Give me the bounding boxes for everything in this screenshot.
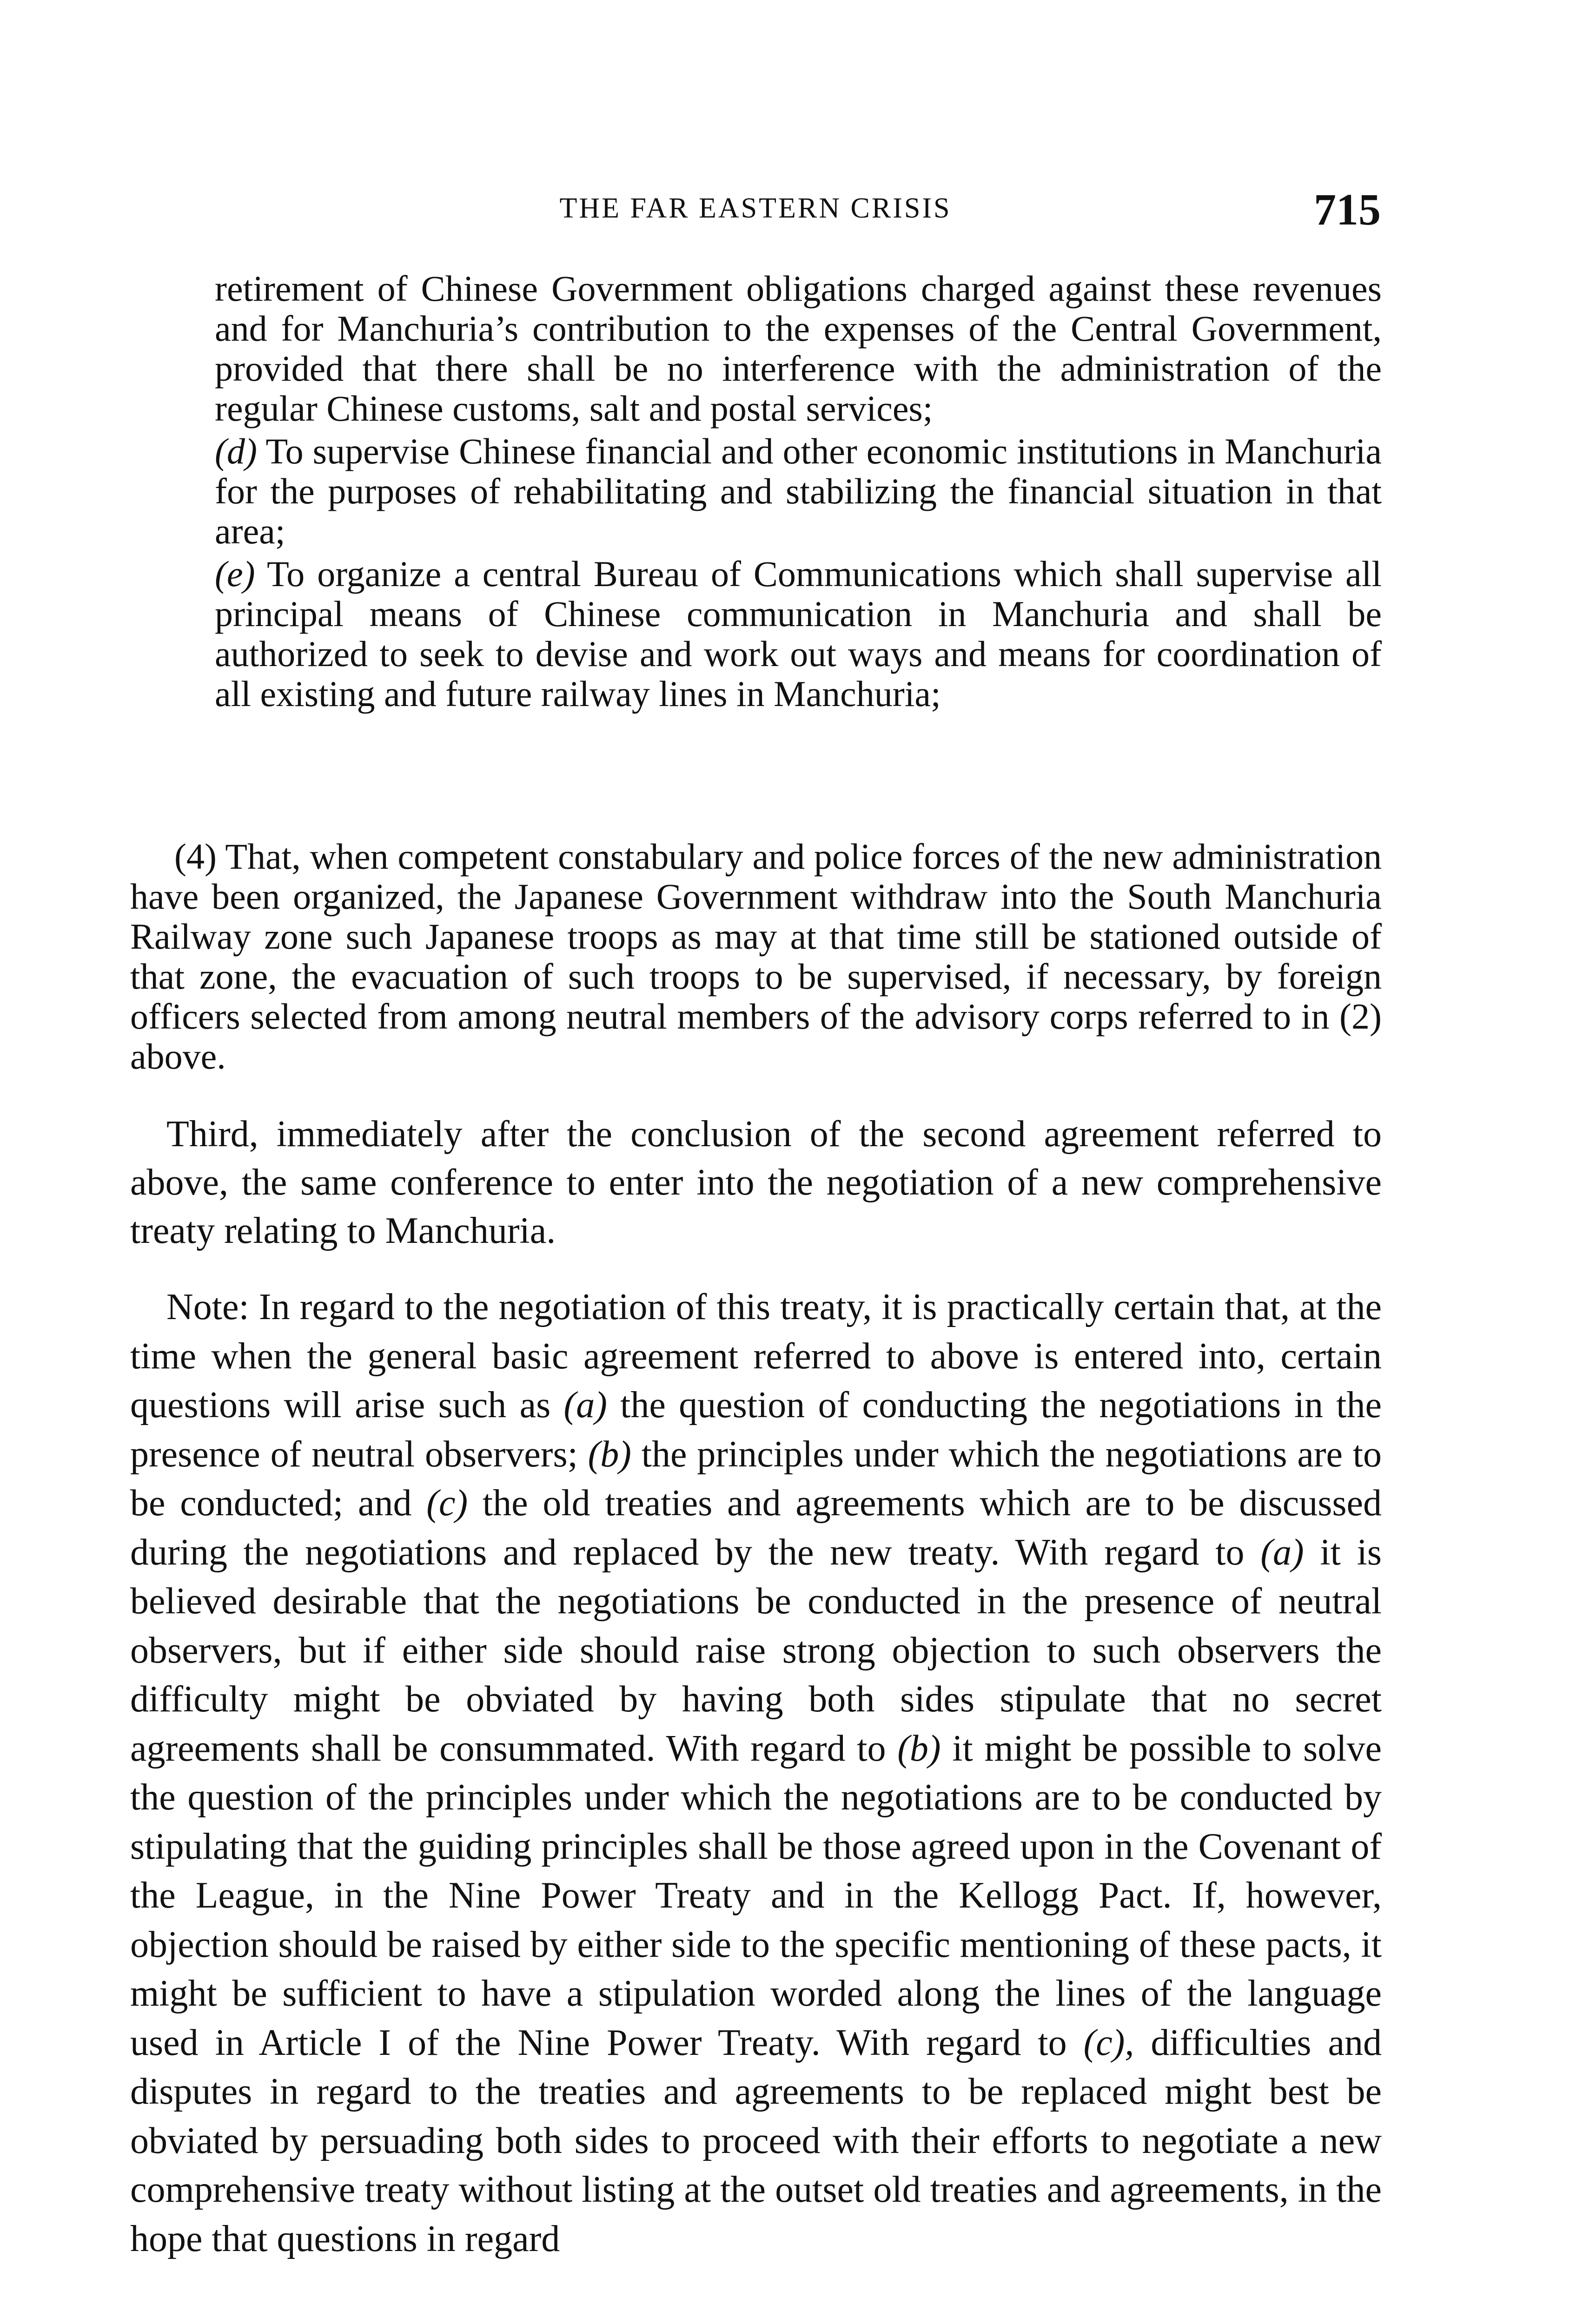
page-number: 715 (1314, 185, 1381, 234)
note-segment: Note: In regard to the negotiation of this treaty, it is practically certain that, at the time when the general basic agreement referred to above is entered into, certain questions will arise such as (130, 1287, 1382, 1426)
note-ref-c: (c) (426, 1483, 468, 1524)
note-segment: the old treaties and agreements which are to be discussed during the negotiations and replaced by the new treaty. With regard to (130, 1483, 1382, 1573)
note-segment: it is believed desirable that the negotiations be conducted in the presence of neutral observers, but if either side should raise strong objection to such observers the difficulty might be obviated by having both sides stipulate that no secret agreements shall be consummated. With regard to (130, 1532, 1382, 1769)
note-ref-b: (b) (897, 1728, 941, 1769)
running-title: THE FAR EASTERN CRISIS (559, 192, 952, 224)
note-segment: it might be possible to solve the question of the principles under which the negotiations are to be conducted by stipulating that the guiding principles shall be those agreed upon in the Covenant of the League, in the Nine Power Treaty and in the Kellogg Pact. If, however, objection should be raised by either side to the specific mentioning of these pacts, it might be sufficient to have a stipulation worded along the lines of the language used in Article I of the Nine Power Treaty. With regard to (130, 1728, 1382, 2063)
note-ref-a: (a) (1260, 1532, 1304, 1573)
note-ref-b: (b) (588, 1433, 631, 1475)
clause-list (215, 269, 1382, 717)
note-ref-c: (c), (1083, 2022, 1134, 2063)
note-segment: difficulties and disputes in regard to the treaties and agreements to be replaced might best be obviated by persuading both sides to proceed with their efforts to negotiate a new comprehensive treaty without listing at the outset old treaties and agreements, in the hope that questions in regard (130, 2022, 1382, 2259)
note-ref-a: (a) (563, 1385, 607, 1426)
main-text (130, 837, 1382, 2264)
clause-e-text: To organize a central Bureau of Communications which shall supervise all principal means of Chinese communication in Manchuria and shall be authorized to seek to devise and work out ways and means for coordination of all existing and future railway lines in Manchuria; (215, 554, 1382, 714)
clause-d-text: To supervise Chinese financial and other economic institutions in Manchuria for the purposes of rehabilitating and stabilizing the financial situation in that area; (215, 431, 1382, 551)
clause-e-label: (e) (215, 554, 255, 594)
note-segment: the question of conducting the negotiations in the presence of neutral observers; (130, 1385, 1382, 1475)
clause-d (215, 431, 1382, 551)
paragraph-note (130, 1283, 1382, 2264)
clause-continuation: retirement of Chinese Government obligations charged against these revenues and for Manchuria’s contribution to the expenses of the Central Government, provided that there shall be no interference with the administration of the regular Chinese customs, salt and postal services; (215, 268, 1382, 429)
paragraph-third: Third, immediately after the conclusion of the second agreement referred to above, the same conference to enter into the negotiation of a new comprehensive treaty relating to Manchuria. (130, 1114, 1382, 1251)
clause-e (215, 554, 1382, 714)
note-segment: the principles under which the negotiations are to be conducted; and (130, 1433, 1382, 1524)
clause-d-label: (d) (215, 431, 257, 471)
running-head (130, 184, 1381, 239)
paragraph-4: (4) That, when competent constabulary and police forces of the new administration have been organized, the Japanese Government withdraw into the South Manchuria Railway zone such Japanese troops as may at that time still be stationed outside of that zone, the evacuation of such troops to be supervised, if necessary, by foreign officers selected from among neutral members of the advisory corps referred to in (2) above. (130, 836, 1382, 1076)
